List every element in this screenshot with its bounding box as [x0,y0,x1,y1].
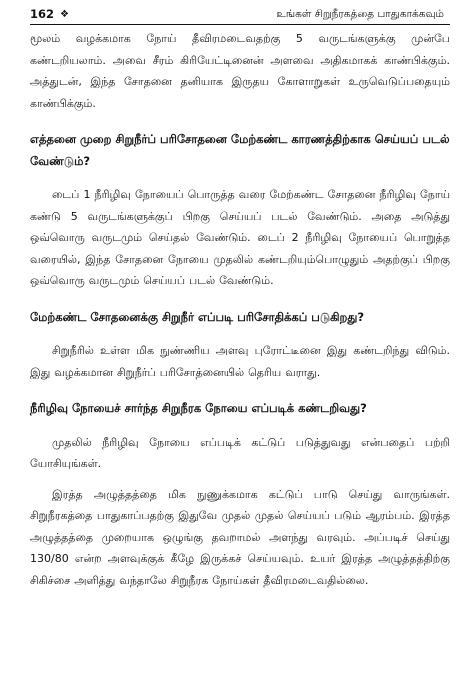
question-heading-1: எத்தனை முறை சிறுநீர்ப் பரிசோதனை மேற்கண்ட காரணத்திற்காக செய்யப் படல் வேண்டும்? [30,132,450,168]
diamond-ornament-icon: ❖ [60,8,69,20]
paragraph-1: மூலம் வழக்கமாக நோய் தீவிரமடைவதற்கு 5 வருடங்களுக்கு முன்பே கண்டறியலாம். அவை சீரம் கிரியேட்டினைன் அளவை அதிகமாகக் காண்பிக்கும். அத்துடன், இந்த சோதனை தனியாக இருதய கோளாறுகள் உருவெடுப்பதையும் காண்பிக்கும். [30,32,450,110]
body-text [30,28,450,591]
paragraph-3: சிறுநீரில் உள்ள மிக நுண்ணிய அளவு புரோட்டீனை இது கண்டறிந்து விடும். இது வழக்கமான சிறுநீர்ப் பரிசோத்னையில் தெரிய வராது. [30,344,450,379]
paragraph-2: டைப் 1 நீரிழிவு நோயைப் பொருத்த வரை மேற்கண்ட சோதனை நீரிழிவு நோய் கண்டு 5 வருடங்களுக்குப் பிறகு செய்யப் படல் வேண்டும். அதை அடுத்து ஒவ்வொரு வருடமும் செய்தல் வேண்டும். டைப் 2 நீரிழிவு நோயைப் பொறுத்த வரையில், இந்த சோதனை நோயை முதலில் கண்டறியும்பொழுதும் அதற்குப் பிறகு ஒவ்வொரு வருடமும் செய்யப் படல் வேண்டும். [30,188,450,287]
paragraph-5: இரத்த அழுத்தத்தை மிக நுணுக்கமாக கட்டுப் பாடு செய்து வாருங்கள். சிறுநீரகத்தை பாதுகாப்பதற்கு இதுவே முதல் முதல் செய்யப் படும் ஆரம்பம். இரத்த அழுத்தத்தை முறையாக ஒழுங்கு தவறாமல் அளந்து வரவும். அப்படிச் செய்து 130/80 என்ற அளவுக்குக் கீழே இருக்கச் செய்யவும். உயர் இரத்த அழுத்தத்திற்கு சிகிச்சை அளித்து வந்தாலே சிறுநீரக நோய்கள் தீவிரமடைவதில்லை. [30,487,450,587]
question-heading-2: மேற்கண்ட சோதனைக்கு சிறுநீர் எப்படி பரிசோதிக்கப் படுகிறது? [30,309,364,324]
header-rule [30,24,450,25]
book-page [30,0,450,675]
page-header [30,6,450,22]
page-number: 162 [30,7,55,21]
running-title: உங்கள் சிறுநீரகத்தை பாதுகாக்கவும் [276,7,444,20]
question-heading-3: நீரிழிவு நோயைச் சார்ந்த சிறுநீரக நோயை எப்படிக் கண்டறிவது? [30,401,367,415]
paragraph-4: முதலில் நீரிழிவு நோயை எப்படிக் கட்டுப் படுத்துவது என்பதைப் பற்றி யோசியுங்கள். [30,435,450,470]
